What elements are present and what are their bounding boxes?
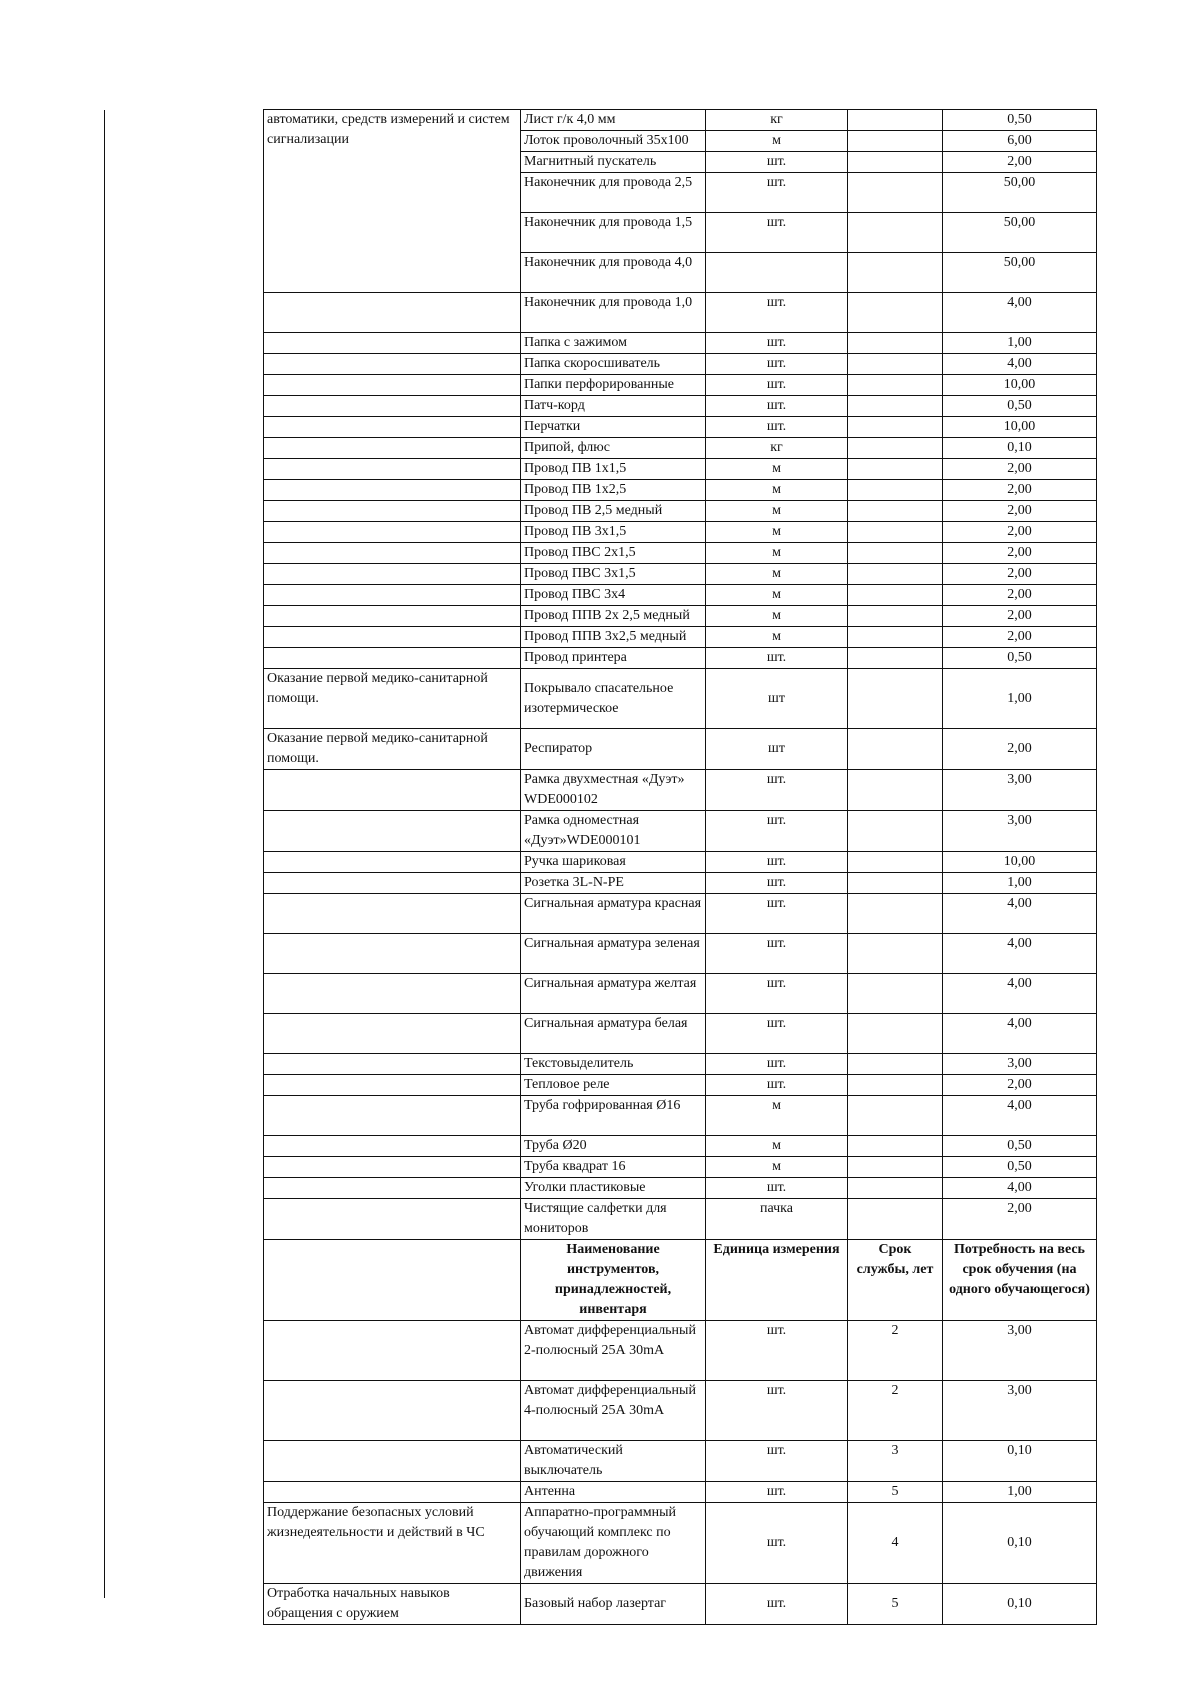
section-cell xyxy=(264,333,521,354)
item-unit: шт xyxy=(706,729,848,770)
item-qty: 0,10 xyxy=(943,438,1097,459)
item-life xyxy=(848,293,943,333)
item-qty: 10,00 xyxy=(943,852,1097,873)
item-name: Припой, флюс xyxy=(521,438,706,459)
table-row xyxy=(264,648,1097,669)
section-cell xyxy=(264,396,521,417)
item-life xyxy=(848,396,943,417)
item-life xyxy=(848,1054,943,1075)
item-name: Сигнальная арматура белая xyxy=(521,1014,706,1054)
item-qty: 2,00 xyxy=(943,152,1097,173)
item-life xyxy=(848,333,943,354)
item-qty: 0,10 xyxy=(943,1503,1097,1584)
item-unit: шт. xyxy=(706,852,848,873)
section-cell xyxy=(264,1240,521,1321)
item-qty: 2,00 xyxy=(943,501,1097,522)
item-unit: шт. xyxy=(706,173,848,213)
section-cell xyxy=(264,375,521,396)
item-name: Автоматический выключатель xyxy=(521,1441,706,1482)
item-life xyxy=(848,1075,943,1096)
item-unit: м xyxy=(706,480,848,501)
item-life xyxy=(848,974,943,1014)
item-life xyxy=(848,459,943,480)
item-life xyxy=(848,354,943,375)
section-cell xyxy=(264,648,521,669)
item-unit: шт. xyxy=(706,934,848,974)
item-qty: 2,00 xyxy=(943,480,1097,501)
table-row xyxy=(264,1075,1097,1096)
item-qty: 4,00 xyxy=(943,974,1097,1014)
item-life: 5 xyxy=(848,1584,943,1625)
item-qty: 2,00 xyxy=(943,459,1097,480)
item-life xyxy=(848,1199,943,1240)
item-life xyxy=(848,669,943,729)
item-name: Базовый набор лазертаг xyxy=(521,1584,706,1625)
section-cell: Оказание первой медико-санитарной помощи. xyxy=(264,729,521,770)
section-cell xyxy=(264,934,521,974)
table-row xyxy=(264,1096,1097,1136)
column-header-name: Наименование инструментов, принадлежностей, инвентаря xyxy=(521,1240,706,1321)
item-qty: 2,00 xyxy=(943,543,1097,564)
item-qty: 10,00 xyxy=(943,417,1097,438)
table-row xyxy=(264,543,1097,564)
item-life xyxy=(848,585,943,606)
table-row xyxy=(264,522,1097,543)
section-cell xyxy=(264,1157,521,1178)
item-unit: шт. xyxy=(706,396,848,417)
item-name: Рамка одноместная «Дуэт»WDE000101 xyxy=(521,811,706,852)
item-name: Наконечник для провода 2,5 xyxy=(521,173,706,213)
item-life xyxy=(848,213,943,253)
table-row xyxy=(264,1381,1097,1441)
item-name: Перчатки xyxy=(521,417,706,438)
table-row xyxy=(264,375,1097,396)
item-unit: шт. xyxy=(706,1482,848,1503)
table-row xyxy=(264,438,1097,459)
item-qty: 2,00 xyxy=(943,627,1097,648)
item-life xyxy=(848,522,943,543)
item-name: Антенна xyxy=(521,1482,706,1503)
item-qty: 10,00 xyxy=(943,375,1097,396)
section-cell xyxy=(264,974,521,1014)
item-life xyxy=(848,873,943,894)
item-name: Труба Ø20 xyxy=(521,1136,706,1157)
item-life xyxy=(848,606,943,627)
item-name: Сигнальная арматура красная xyxy=(521,894,706,934)
section-cell: Поддержание безопасных условий жизнедеятельности и действий в ЧС xyxy=(264,1503,521,1584)
item-qty: 3,00 xyxy=(943,1321,1097,1381)
item-name: Провод принтера xyxy=(521,648,706,669)
item-qty: 4,00 xyxy=(943,293,1097,333)
item-unit: шт. xyxy=(706,1014,848,1054)
item-qty: 0,50 xyxy=(943,1157,1097,1178)
item-name: Чистящие салфетки для мониторов xyxy=(521,1199,706,1240)
item-qty: 2,00 xyxy=(943,522,1097,543)
item-life xyxy=(848,253,943,293)
table-row xyxy=(264,1503,1097,1584)
column-header-unit: Единица измерения xyxy=(706,1240,848,1321)
section-cell xyxy=(264,438,521,459)
item-unit: шт. xyxy=(706,974,848,1014)
item-unit: шт. xyxy=(706,648,848,669)
item-unit: шт. xyxy=(706,1503,848,1584)
item-unit: шт. xyxy=(706,1054,848,1075)
item-life xyxy=(848,1178,943,1199)
item-name: Рамка двухместная «Дуэт» WDE000102 xyxy=(521,770,706,811)
item-name: Уголки пластиковые xyxy=(521,1178,706,1199)
item-unit: кг xyxy=(706,438,848,459)
section-cell xyxy=(264,564,521,585)
item-unit: м xyxy=(706,627,848,648)
item-life xyxy=(848,627,943,648)
item-qty: 1,00 xyxy=(943,333,1097,354)
item-unit: шт. xyxy=(706,1441,848,1482)
item-life xyxy=(848,1096,943,1136)
item-life xyxy=(848,110,943,131)
item-name: Провод ПВС 3х4 xyxy=(521,585,706,606)
section-cell xyxy=(264,354,521,375)
table-row xyxy=(264,1178,1097,1199)
item-qty: 2,00 xyxy=(943,585,1097,606)
item-life xyxy=(848,417,943,438)
item-qty: 4,00 xyxy=(943,1096,1097,1136)
item-qty: 0,50 xyxy=(943,110,1097,131)
item-name: Папки перфорированные xyxy=(521,375,706,396)
item-unit xyxy=(706,253,848,293)
item-name: Аппаратно-программный обучающий комплекс по правилам дорожного движения xyxy=(521,1503,706,1584)
item-name: Респиратор xyxy=(521,729,706,770)
item-life xyxy=(848,375,943,396)
item-life xyxy=(848,1157,943,1178)
item-unit: м xyxy=(706,606,848,627)
table-row xyxy=(264,1157,1097,1178)
section-cell xyxy=(264,543,521,564)
table-row xyxy=(264,1482,1097,1503)
table-row xyxy=(264,480,1097,501)
table-row xyxy=(264,354,1097,375)
item-qty: 50,00 xyxy=(943,173,1097,213)
section-cell xyxy=(264,1321,521,1381)
item-name: Сигнальная арматура желтая xyxy=(521,974,706,1014)
item-qty: 2,00 xyxy=(943,606,1097,627)
item-unit: пачка xyxy=(706,1199,848,1240)
item-name: Провод ППВ 2х 2,5 медный xyxy=(521,606,706,627)
item-qty: 4,00 xyxy=(943,894,1097,934)
table-row xyxy=(264,974,1097,1014)
item-name: Провод ПВ 1х1,5 xyxy=(521,459,706,480)
item-qty: 3,00 xyxy=(943,1381,1097,1441)
item-unit: шт. xyxy=(706,1075,848,1096)
item-unit: шт. xyxy=(706,811,848,852)
table-row xyxy=(264,1441,1097,1482)
item-name: Текстовыделитель xyxy=(521,1054,706,1075)
item-name: Розетка 3L-N-PE xyxy=(521,873,706,894)
section-cell xyxy=(264,459,521,480)
section-cell xyxy=(264,770,521,811)
item-qty: 1,00 xyxy=(943,669,1097,729)
item-life xyxy=(848,543,943,564)
item-qty: 1,00 xyxy=(943,1482,1097,1503)
item-name: Ручка шариковая xyxy=(521,852,706,873)
item-unit: м xyxy=(706,1096,848,1136)
item-life xyxy=(848,729,943,770)
table-row xyxy=(264,811,1097,852)
item-life xyxy=(848,501,943,522)
item-qty: 2,00 xyxy=(943,564,1097,585)
item-name: Патч-корд xyxy=(521,396,706,417)
item-life xyxy=(848,934,943,974)
item-life xyxy=(848,852,943,873)
item-qty: 2,00 xyxy=(943,1075,1097,1096)
table-row xyxy=(264,110,1097,131)
item-unit: шт. xyxy=(706,873,848,894)
item-qty: 50,00 xyxy=(943,213,1097,253)
table-row xyxy=(264,852,1097,873)
item-name: Папка скоросшиватель xyxy=(521,354,706,375)
section-cell xyxy=(264,1199,521,1240)
item-unit: м xyxy=(706,543,848,564)
section-cell xyxy=(264,606,521,627)
item-unit: шт. xyxy=(706,333,848,354)
item-qty: 6,00 xyxy=(943,131,1097,152)
item-name: Провод ПВС 2х1,5 xyxy=(521,543,706,564)
item-life: 5 xyxy=(848,1482,943,1503)
table-row xyxy=(264,396,1097,417)
item-name: Провод ППВ 3х2,5 медный xyxy=(521,627,706,648)
item-unit: шт. xyxy=(706,894,848,934)
item-life: 2 xyxy=(848,1381,943,1441)
item-unit: м xyxy=(706,522,848,543)
item-unit: м xyxy=(706,1157,848,1178)
item-name: Наконечник для провода 1,0 xyxy=(521,293,706,333)
item-unit: кг xyxy=(706,110,848,131)
item-unit: шт. xyxy=(706,213,848,253)
item-qty: 0,50 xyxy=(943,1136,1097,1157)
item-qty: 0,10 xyxy=(943,1441,1097,1482)
section-cell xyxy=(264,1136,521,1157)
item-name: Наконечник для провода 1,5 xyxy=(521,213,706,253)
item-life: 2 xyxy=(848,1321,943,1381)
left-margin-rule xyxy=(104,110,105,1598)
section-cell xyxy=(264,585,521,606)
item-unit: м xyxy=(706,564,848,585)
section-cell xyxy=(264,1178,521,1199)
item-qty: 2,00 xyxy=(943,729,1097,770)
item-life xyxy=(848,152,943,173)
item-unit: шт. xyxy=(706,375,848,396)
item-qty: 50,00 xyxy=(943,253,1097,293)
item-qty: 2,00 xyxy=(943,1199,1097,1240)
item-unit: шт. xyxy=(706,1178,848,1199)
table-row xyxy=(264,564,1097,585)
item-qty: 4,00 xyxy=(943,354,1097,375)
item-life xyxy=(848,438,943,459)
item-unit: м xyxy=(706,1136,848,1157)
section-cell xyxy=(264,417,521,438)
item-name: Наконечник для провода 4,0 xyxy=(521,253,706,293)
item-life xyxy=(848,173,943,213)
item-unit: шт xyxy=(706,669,848,729)
section-cell xyxy=(264,522,521,543)
item-name: Автомат дифференциальный 2-полюсный 25А 30mA xyxy=(521,1321,706,1381)
item-life xyxy=(848,480,943,501)
item-life xyxy=(848,564,943,585)
section-cell: Отработка начальных навыков обращения с оружием xyxy=(264,1584,521,1625)
item-name: Папка с зажимом xyxy=(521,333,706,354)
item-unit: шт. xyxy=(706,354,848,375)
table-row xyxy=(264,934,1097,974)
instruments-header-row xyxy=(264,1240,1097,1321)
item-name: Провод ПВ 2,5 медный xyxy=(521,501,706,522)
item-name: Труба квадрат 16 xyxy=(521,1157,706,1178)
section-cell xyxy=(264,293,521,333)
table-row xyxy=(264,894,1097,934)
item-name: Провод ПВ 3х1,5 xyxy=(521,522,706,543)
item-unit: м xyxy=(706,501,848,522)
item-unit: м xyxy=(706,459,848,480)
table-row xyxy=(264,1199,1097,1240)
item-unit: шт. xyxy=(706,1381,848,1441)
section-cell xyxy=(264,1096,521,1136)
section-cell xyxy=(264,852,521,873)
section-cell: Оказание первой медико-санитарной помощи. xyxy=(264,669,521,729)
section-cell xyxy=(264,894,521,934)
item-unit: м xyxy=(706,131,848,152)
item-life: 3 xyxy=(848,1441,943,1482)
item-qty: 3,00 xyxy=(943,1054,1097,1075)
item-unit: шт. xyxy=(706,152,848,173)
table-row xyxy=(264,1054,1097,1075)
table-row xyxy=(264,585,1097,606)
item-life xyxy=(848,1014,943,1054)
table-row xyxy=(264,1584,1097,1625)
section-cell xyxy=(264,873,521,894)
item-unit: шт. xyxy=(706,1321,848,1381)
item-unit: шт. xyxy=(706,770,848,811)
item-unit: шт. xyxy=(706,417,848,438)
table-row xyxy=(264,1321,1097,1381)
equipment-table xyxy=(263,109,1097,1625)
section-cell xyxy=(264,1441,521,1482)
item-name: Провод ПВ 1х2,5 xyxy=(521,480,706,501)
table-row xyxy=(264,729,1097,770)
table-row xyxy=(264,606,1097,627)
item-name: Магнитный пускатель xyxy=(521,152,706,173)
item-qty: 3,00 xyxy=(943,811,1097,852)
table-row xyxy=(264,417,1097,438)
section-cell xyxy=(264,1054,521,1075)
table-row xyxy=(264,501,1097,522)
item-life xyxy=(848,811,943,852)
item-qty: 3,00 xyxy=(943,770,1097,811)
item-name: Лист г/к 4,0 мм xyxy=(521,110,706,131)
item-life xyxy=(848,131,943,152)
item-name: Провод ПВС 3х1,5 xyxy=(521,564,706,585)
item-name: Лоток проволочный 35х100 xyxy=(521,131,706,152)
column-header-qty: Потребность на весь срок обучения (на одного обучающегося) xyxy=(943,1240,1097,1321)
item-life: 4 xyxy=(848,1503,943,1584)
item-qty: 0,50 xyxy=(943,648,1097,669)
item-name: Труба гофрированная Ø16 xyxy=(521,1096,706,1136)
item-life xyxy=(848,770,943,811)
item-qty: 4,00 xyxy=(943,934,1097,974)
item-qty: 4,00 xyxy=(943,1178,1097,1199)
table-row xyxy=(264,627,1097,648)
table-row xyxy=(264,873,1097,894)
item-life xyxy=(848,648,943,669)
section-cell xyxy=(264,501,521,522)
item-qty: 0,10 xyxy=(943,1584,1097,1625)
table-row xyxy=(264,293,1097,333)
table-row xyxy=(264,1014,1097,1054)
item-life xyxy=(848,1136,943,1157)
section-cell xyxy=(264,1075,521,1096)
section-cell xyxy=(264,1381,521,1441)
item-qty: 1,00 xyxy=(943,873,1097,894)
item-name: Тепловое реле xyxy=(521,1075,706,1096)
item-unit: шт. xyxy=(706,293,848,333)
table-row xyxy=(264,669,1097,729)
item-life xyxy=(848,894,943,934)
section-cell xyxy=(264,627,521,648)
section-cell xyxy=(264,1014,521,1054)
table-row xyxy=(264,459,1097,480)
item-name: Покрывало спасательное изотермическое xyxy=(521,669,706,729)
table-row xyxy=(264,333,1097,354)
item-unit: м xyxy=(706,585,848,606)
section-cell: автоматики, средств измерений и систем сигнализации xyxy=(264,110,521,293)
item-name: Автомат дифференциальный 4-полюсный 25А 30mA xyxy=(521,1381,706,1441)
section-cell xyxy=(264,480,521,501)
table-row xyxy=(264,1136,1097,1157)
item-unit: шт. xyxy=(706,1584,848,1625)
section-cell xyxy=(264,1482,521,1503)
item-name: Сигнальная арматура зеленая xyxy=(521,934,706,974)
column-header-life: Срок службы, лет xyxy=(848,1240,943,1321)
section-cell xyxy=(264,811,521,852)
item-qty: 4,00 xyxy=(943,1014,1097,1054)
item-qty: 0,50 xyxy=(943,396,1097,417)
table-row xyxy=(264,770,1097,811)
